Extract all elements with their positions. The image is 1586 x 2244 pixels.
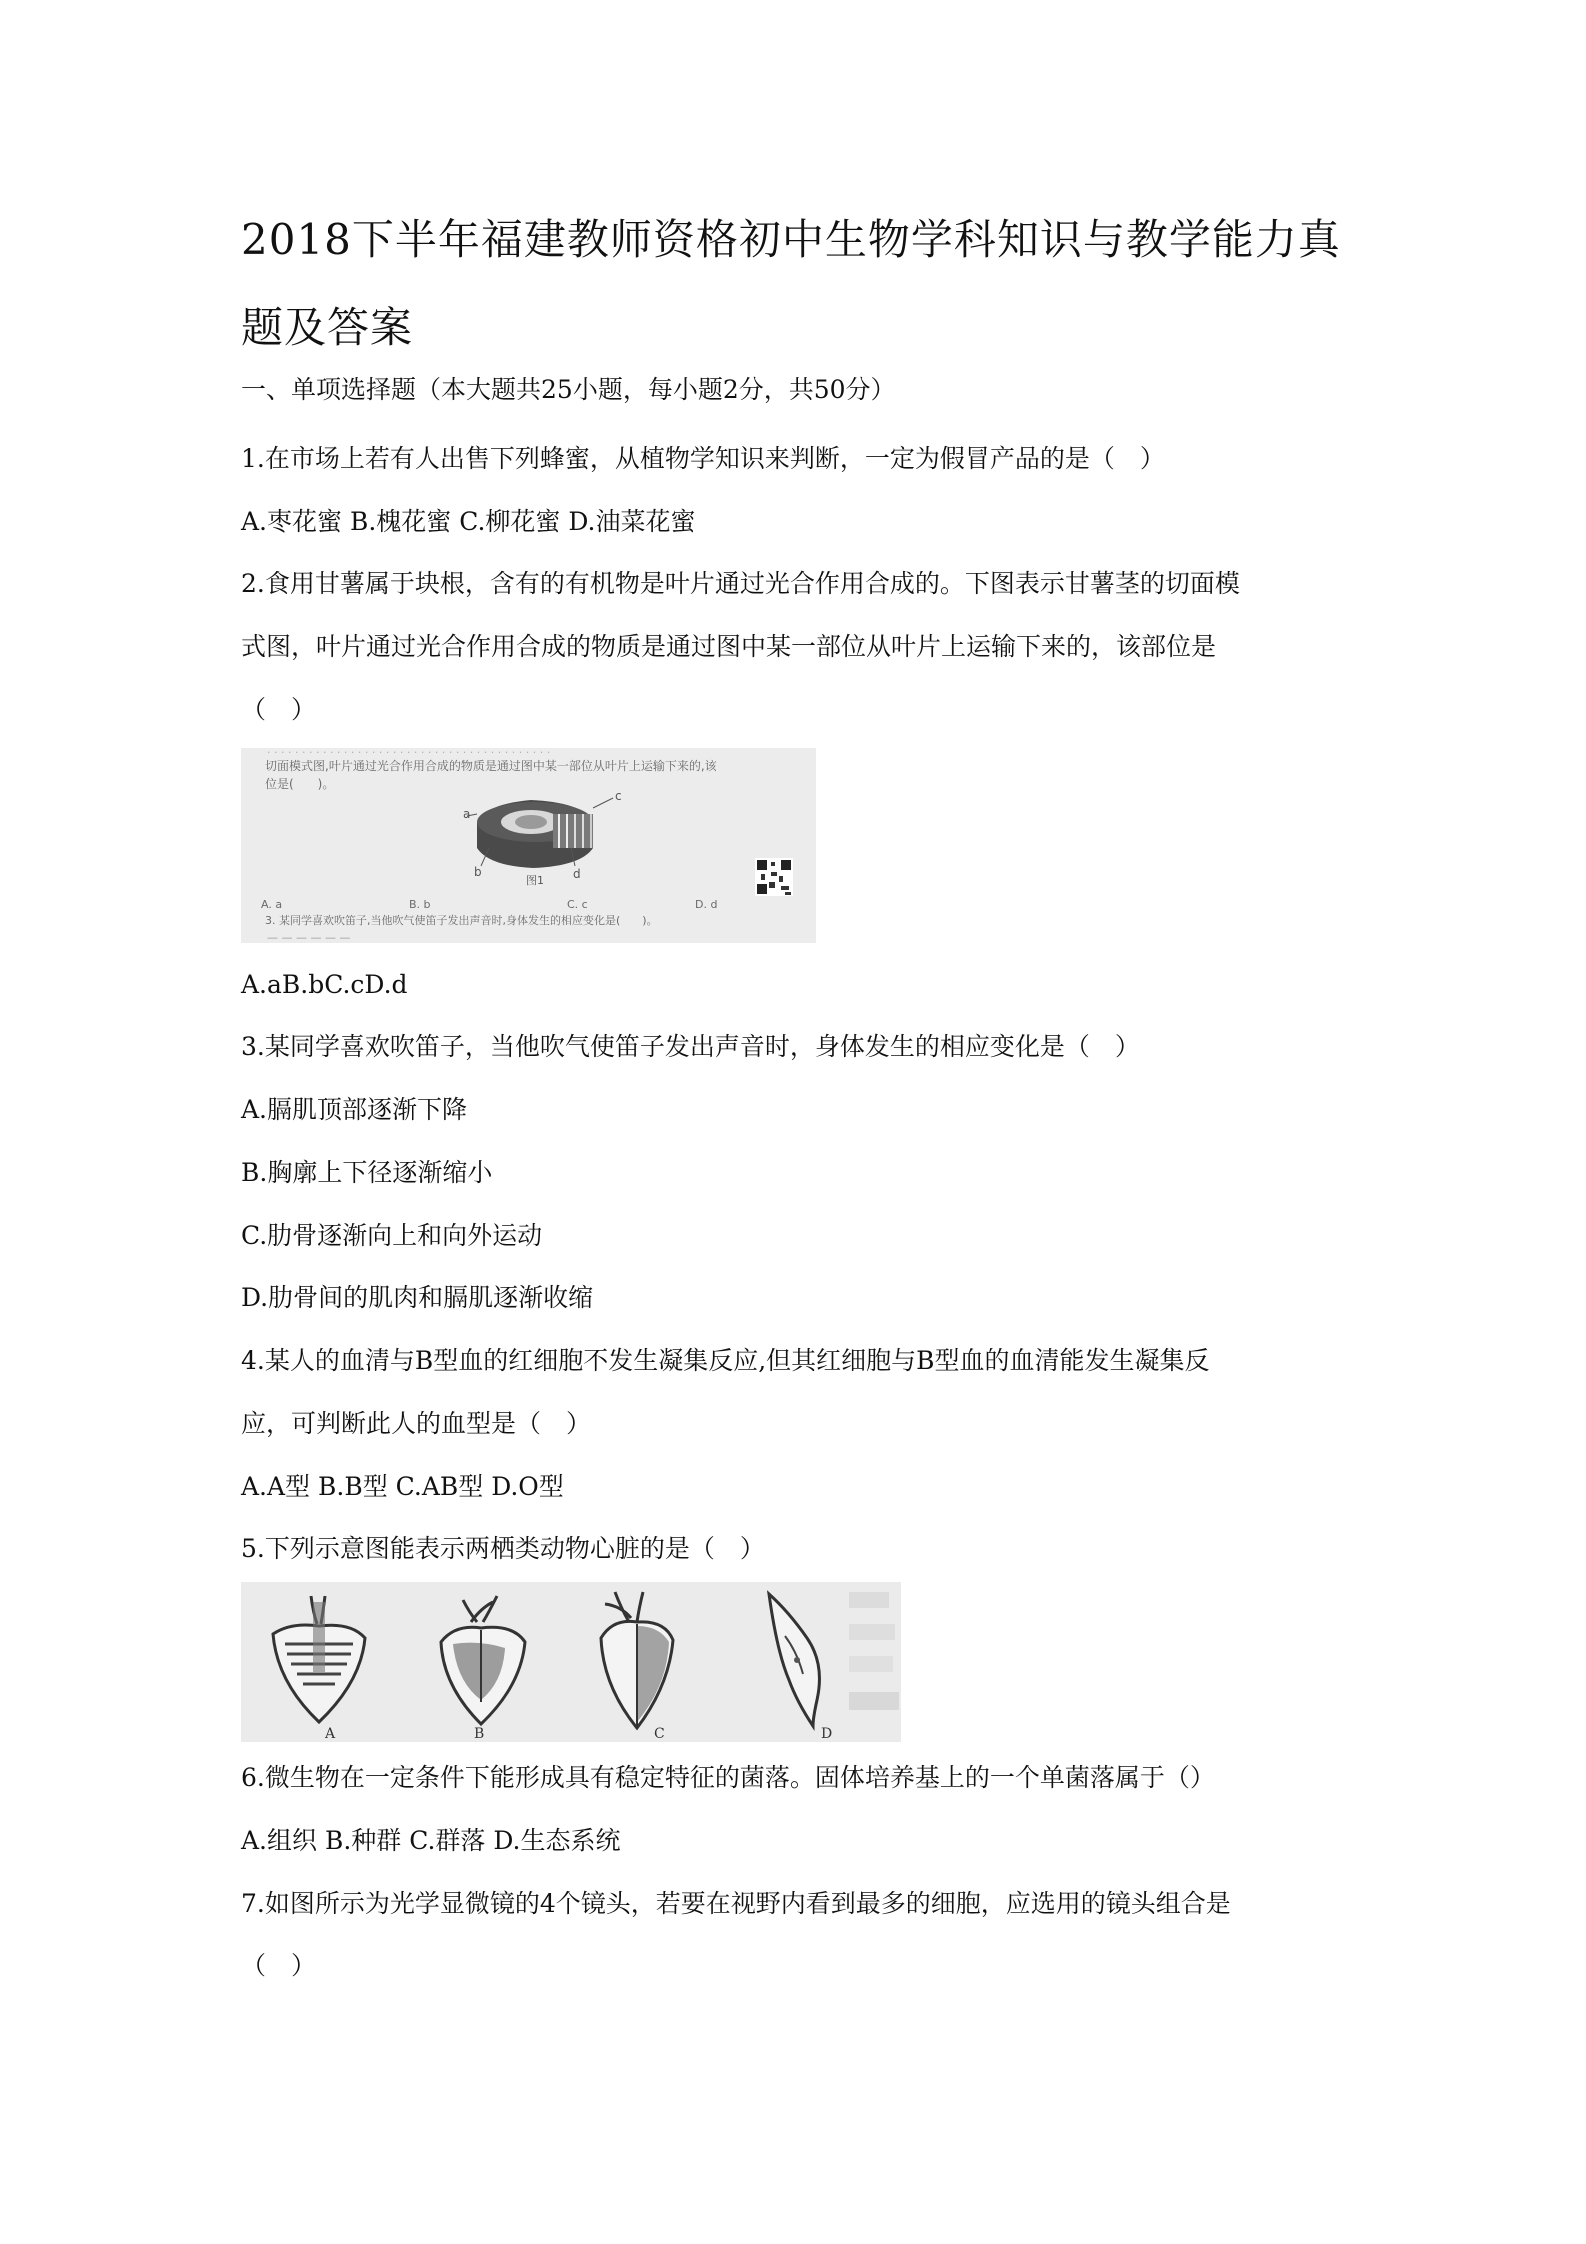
q2-stem-line1: 2.食用甘薯属于块根，含有的有机物是叶片通过光合作用合成的。下图表示甘薯茎的切面模 [241, 569, 1240, 598]
svg-text:— — — — — —: — — — — — — [267, 931, 351, 943]
stem-section-figure [241, 748, 816, 943]
q3-option-a: A.膈肌顶部逐渐下降 [241, 1095, 468, 1124]
figure-option-d: D. d [695, 898, 718, 911]
q3-option-b: B.胸廓上下径逐渐缩小 [241, 1158, 493, 1187]
q4-stem-line2: 应，可判断此人的血型是（ ） [241, 1409, 592, 1438]
q3-option-d: D.肋骨间的肌肉和膈肌逐渐收缩 [241, 1283, 594, 1312]
figure-option-a: A. a [261, 898, 283, 911]
q2-options: A.aB.bC.cD.d [241, 970, 408, 999]
label-a: a [463, 807, 471, 821]
q5-stem: 5.下列示意图能表示两栖类动物心脏的是（ ） [241, 1534, 765, 1563]
q2-stem-line2: 式图，叶片通过光合作用合成的物质是通过图中某一部位从叶片上运输下来的，该部位是 [241, 632, 1217, 661]
q7-stem-line2: （ ） [241, 1951, 317, 1980]
figure-caption: 图1 [526, 874, 544, 887]
heart-label-a: A [325, 1726, 336, 1742]
page-title: 2018下半年福建教师资格初中生物学科知识与教学能力真题及答案 [241, 215, 1341, 352]
heart-label-b: B [474, 1726, 485, 1742]
label-b: b [474, 865, 482, 879]
q4-options: A.A型 B.B型 C.AB型 D.O型 [241, 1472, 564, 1501]
qr-code-icon [755, 858, 793, 896]
q2-stem-line3: （ ） [241, 695, 317, 724]
figure-option-c: C. c [567, 898, 588, 911]
q6-options: A.组织 B.种群 C.群落 D.生态系统 [241, 1826, 621, 1855]
label-d: d [573, 867, 581, 881]
q3-stem: 3.某同学喜欢吹笛子，当他吹气使笛子发出声音时，身体发生的相应变化是（ ） [241, 1032, 1140, 1061]
q7-stem-line1: 7.如图所示为光学显微镜的4个镜头，若要在视野内看到最多的细胞，应选用的镜头组合是 [241, 1889, 1231, 1918]
figure-text-line2: 位是( )。 [265, 777, 335, 791]
q4-stem-line1: 4.某人的血清与B型血的红细胞不发生凝集反应,但其红细胞与B型血的血清能发生凝集反 [241, 1346, 1210, 1375]
heart-diagrams-figure [241, 1582, 901, 1742]
figure-text-line1: 切面模式图,叶片通过光合作用合成的物质是通过图中某一部位从叶片上运输下来的,该 [265, 759, 717, 773]
svg-text:· · · · · · · · · · · · · · ·: · · · · · · · · · · · · · · · · · · · · · · · · · · · · · · · · · · · · · · · · · [267, 748, 551, 759]
heart-label-c: C [654, 1726, 665, 1742]
heart-label-d: D [821, 1726, 833, 1742]
q6-stem: 6.微生物在一定条件下能形成具有稳定特征的菌落。固体培养基上的一个单菌落属于（） [241, 1763, 1215, 1792]
label-c: c [615, 789, 622, 803]
q1-options: A.枣花蜜 B.槐花蜜 C.柳花蜜 D.油菜花蜜 [241, 507, 696, 536]
figure-next-question: 3. 某同学喜欢吹笛子,当他吹气使笛子发出声音时,身体发生的相应变化是( )。 [265, 914, 658, 927]
q1-stem: 1.在市场上若有人出售下列蜂蜜，从植物学知识来判断，一定为假冒产品的是（ ） [241, 444, 1165, 473]
figure-option-b: B. b [409, 898, 431, 911]
section-heading: 一、单项选择题（本大题共25小题，每小题2分，共50分） [241, 375, 896, 404]
q3-option-c: C.肋骨逐渐向上和向外运动 [241, 1221, 543, 1250]
